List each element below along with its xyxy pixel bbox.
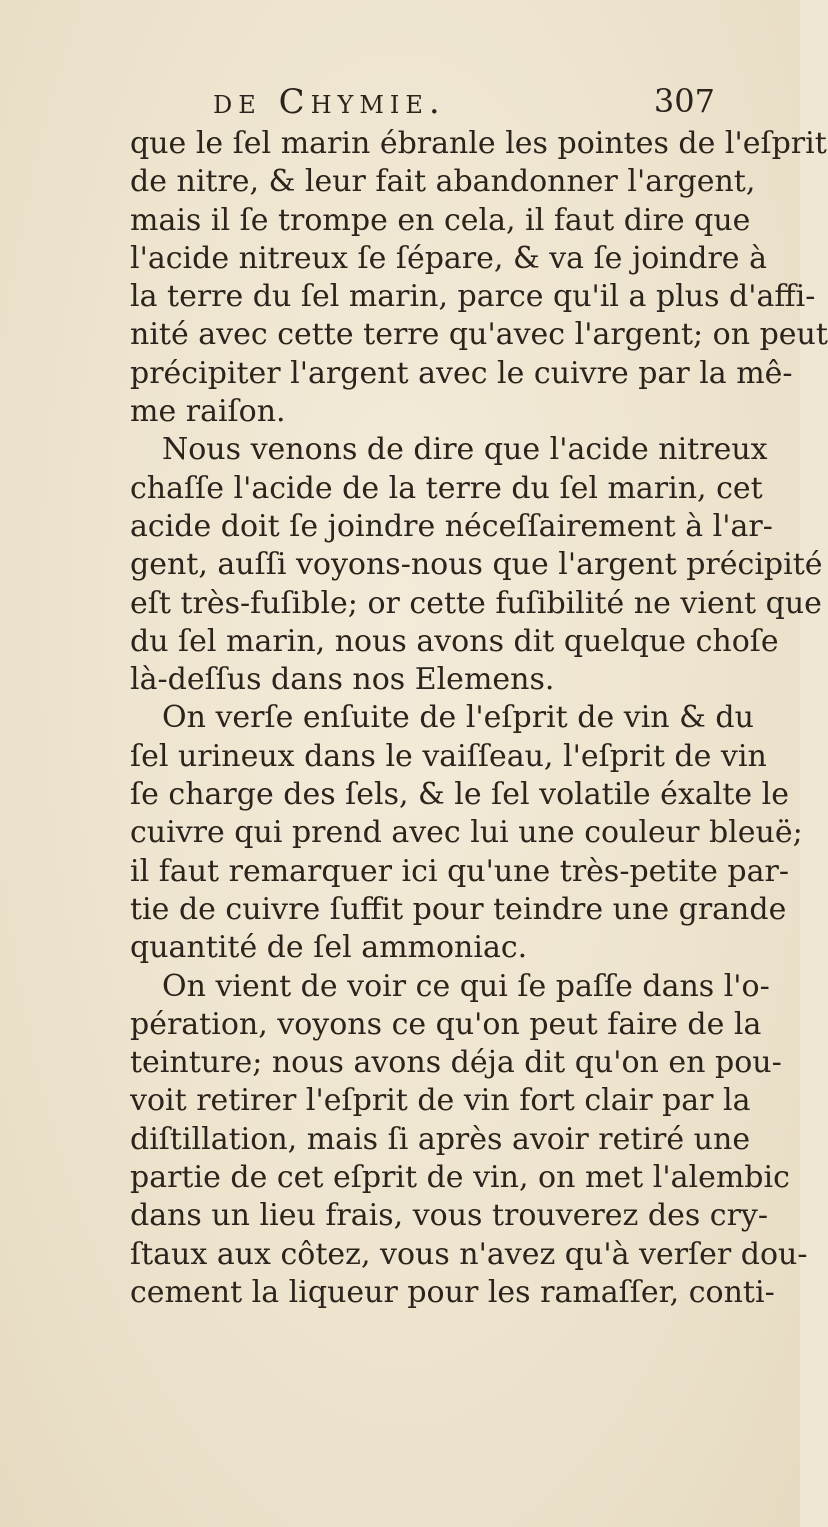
text-line: cuivre qui prend avec lui une couleur bleuë; — [130, 815, 803, 851]
text-line: diſtillation, mais ſi après avoir retiré une — [130, 1121, 751, 1157]
text-line: cement la liqueur pour les ramaſſer, conti- — [130, 1274, 775, 1310]
text-line: On verſe enſuite de l'eſprit de vin & du — [162, 700, 754, 736]
text-line: l'acide nitreux ſe ſépare, & va ſe joindre à — [130, 240, 767, 276]
text-line: ſe charge des ſels, & le ſel volatile éxalte le — [130, 777, 790, 813]
text-line: du ſel marin, nous avons dit quelque choſe — [130, 623, 779, 659]
paragraph-1 — [130, 125, 828, 431]
text-line: précipiter l'argent avec le cuivre par la mê- — [130, 355, 793, 391]
paragraph-4 — [130, 968, 808, 1313]
text-line: de nitre, & leur fait abandonner l'argent, — [130, 164, 756, 200]
text-line: teinture; nous avons déja dit qu'on en pou- — [130, 1045, 782, 1081]
text-line: Nous venons de dire que l'acide nitreux — [162, 432, 768, 468]
text-line: il faut remarquer ici qu'une très-petite par- — [130, 853, 789, 889]
text-line: dans un lieu frais, vous trouverez des cry- — [130, 1198, 769, 1234]
text-line: eſt très-fuſible; or cette fuſibilité ne vient que — [130, 585, 822, 621]
text-line: gent, auſſi voyons-nous que l'argent précipité — [130, 547, 823, 583]
text-line: tie de cuivre ſuffit pour teindre une grande — [130, 891, 787, 927]
body-text — [130, 125, 828, 1312]
text-line: me raiſon. — [130, 394, 286, 430]
text-line: chaſſe l'acide de la terre du ſel marin, cet — [130, 470, 763, 506]
running-title: de Chymie. — [213, 82, 446, 122]
text-line: quantité de ſel ammoniac. — [130, 930, 528, 966]
text-line: là-deſſus dans nos Elemens. — [130, 662, 555, 698]
text-line: mais il ſe trompe en cela, il faut dire que — [130, 202, 751, 238]
text-line: que le ſel marin ébranle les pointes de l'eſprit — [130, 126, 827, 161]
paragraph-3 — [130, 699, 803, 967]
text-line: ſtaux aux côtez, vous n'avez qu'à verſer dou- — [130, 1236, 808, 1272]
page-number: 307 — [653, 82, 715, 120]
text-line: ſel urineux dans le vaiſſeau, l'eſprit de vin — [130, 738, 767, 774]
paragraph-2 — [130, 431, 823, 699]
text-line: la terre du ſel marin, parce qu'il a plus d'affi- — [130, 279, 816, 315]
page-header — [135, 82, 715, 122]
text-line: partie de cet eſprit de vin, on met l'alembic — [130, 1160, 790, 1196]
text-line: pération, voyons ce qu'on peut faire de la — [130, 1006, 762, 1042]
text-line: acide doit ſe joindre néceſſairement à l'ar- — [130, 508, 773, 544]
text-line: voit retirer l'eſprit de vin fort clair par la — [130, 1083, 751, 1119]
text-line: On vient de voir ce qui ſe paſſe dans l'o- — [162, 968, 770, 1004]
text-line: nité avec cette terre qu'avec l'argent; on peut — [130, 317, 828, 353]
